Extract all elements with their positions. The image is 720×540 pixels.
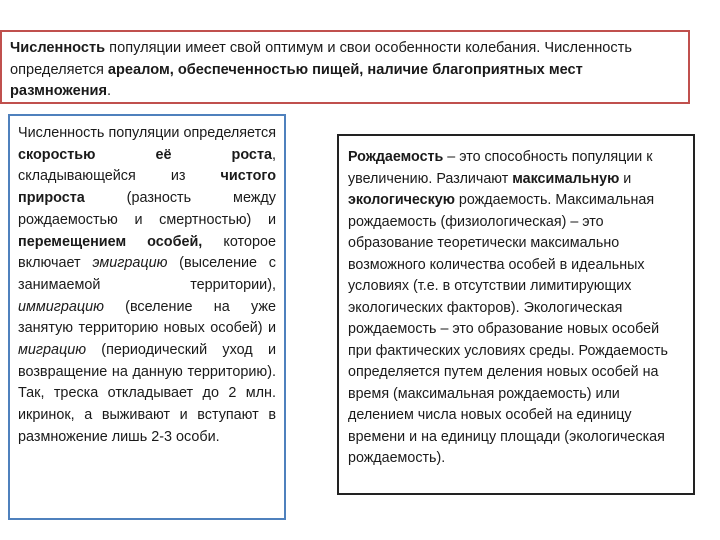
term-maximal: максимальную [512,170,620,187]
text-segment: и [619,170,632,187]
birth-rate-box [337,134,695,495]
term-immigration: иммиграцию [18,298,104,315]
text-segment: которое включает [18,233,276,272]
term-population-size: Численность [10,40,106,56]
text-segment: (разность между рождаемостью и смертностью) и [18,190,276,228]
term-growth-rate: скоростью её роста [18,146,272,163]
text-segment: . [107,83,112,99]
term-ecological: экологическую [348,192,455,208]
text-segment: – это способность популяции к увеличению. Различают [348,149,653,187]
text-segment: (периодический уход и возвращение на данную территорию). Так, треска откладывает до 2 млн. икринок, а выживают и вступают в размножение лишь 2-3 особи. [18,342,276,445]
text-segment: (вселение на уже занятую территорию новых особей) и [18,298,276,337]
population-dynamics-box [8,114,286,520]
text-segment: популяции имеет свой оптимум и свои особенности колебания. Численность определяется [10,40,633,78]
term-movement: перемещением особей, [18,233,203,250]
text-segment: (выселение с занимаемой территории), [18,255,276,293]
text-segment: Численность популяции определяется [18,125,276,141]
population-size-note [0,30,690,104]
term-factors: ареалом, обеспеченностью пищей, наличие благоприятных мест размножения [10,61,583,99]
term-net-growth: чистого прироста [18,168,276,207]
text-segment: рождаемость. Максимальная рождаемость (физиологическая) – это образование теоретически максимально возможного количества особей в идеальных условиях (т.е. в отсутствии лимитирующих экологических факторов). Экологическая рождаемость – это образование новых особей при фактических условиях среды. Рождаемость определяется путем деления новых особей на время (максимальная рождаемость) или делением числа новых особей на единицу времени и на единицу площади (экологическая рождаемость). [348,192,668,466]
text-segment: , складывающейся из [18,146,276,185]
term-migration: миграцию [18,342,87,359]
term-emigration: эмиграцию [92,255,168,272]
term-birth-rate: Рождаемость [348,149,444,165]
